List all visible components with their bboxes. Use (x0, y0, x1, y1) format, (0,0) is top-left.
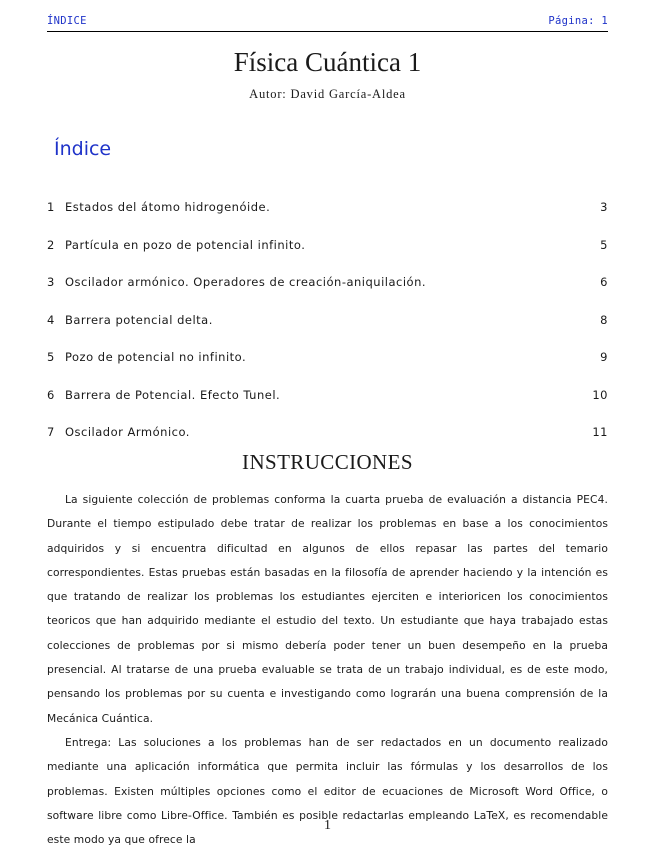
toc-entry[interactable] (47, 234, 608, 272)
header-page-label: Página: 1 (548, 15, 608, 27)
toc-entry-title[interactable]: Partícula en pozo de potencial infinito. (65, 237, 306, 252)
toc-entry[interactable] (47, 384, 608, 422)
toc-entry-page[interactable]: 10 (592, 387, 608, 402)
instructions-body (47, 488, 608, 852)
table-of-contents (47, 196, 608, 459)
toc-entry-title[interactable]: Estados del átomo hidrogenóide. (65, 200, 271, 214)
toc-entry-number: 7 (47, 425, 55, 439)
running-header (47, 15, 608, 31)
toc-entry-title[interactable]: Barrera potencial delta. (65, 312, 213, 327)
page-number: 1 (324, 818, 331, 833)
toc-entry-title[interactable]: Pozo de potencial no infinito. (65, 350, 247, 364)
toc-entry-number: 4 (47, 312, 55, 327)
toc-entry-title[interactable]: Oscilador armónico. Operadores de creación-aniquilación. (65, 275, 427, 289)
header-rule (47, 31, 608, 32)
toc-entry-title[interactable]: Barrera de Potencial. Efecto Tunel. (65, 387, 281, 402)
instructions-paragraph: La siguiente colección de problemas conforma la cuarta prueba de evaluación a distancia PEC4. Durante el tiempo estipulado debe tratar de realizar los problemas en base a los conocimientos adquiridos y si encuentra dificultad en algunos de ellos repasar las partes del temario correspondientes. Estas pruebas están basadas en la filosofía de aprender haciendo y la intención es que tratando de realizar los problemas los estudiantes ejerciten e interioricen los conocimientos teoricos que han adquirido mediante el estudio del texto. Un estudiante que haya trabajado estas colecciones de problemas por si mismo debería poder tener un buen desempeño en la prueba presencial. Al tratarse de una prueba evaluable se trata de un trabajo individual, es de este modo, pensando los problemas por su cuenta e investigando como lograrán una buena comprensión de la Mecánica Cuántica. (47, 493, 608, 725)
toc-entry[interactable] (47, 196, 608, 234)
instructions-paragraph: Entrega: Las soluciones a los problemas han de ser redactados en un documento realizado mediante una aplicación informática que permita incluir las fórmulas y los desarrollos de los problemas. Existen múltiples opciones como el editor de ecuaciones de Microsoft Word Office, o software libre como Libre-Office. También es posible redactarlas empleando LaTeX, es recomendable este modo ya que ofrece la (47, 735, 608, 847)
toc-entry-title[interactable]: Oscilador Armónico. (65, 425, 190, 439)
toc-entry[interactable] (47, 309, 608, 347)
toc-entry-page[interactable]: 3 (600, 200, 608, 214)
instructions-heading: INSTRUCCIONES (242, 450, 413, 474)
toc-entry-number: 1 (47, 200, 55, 214)
document-author: Autor: David García-Aldea (249, 87, 406, 101)
toc-entry[interactable] (47, 346, 608, 384)
toc-entry-page[interactable]: 11 (592, 425, 608, 439)
toc-heading: Índice (54, 138, 112, 160)
toc-entry-number: 6 (47, 387, 55, 402)
toc-entry-number: 2 (47, 237, 55, 252)
toc-entry-page[interactable]: 6 (600, 275, 608, 289)
toc-entry-number: 3 (47, 275, 55, 289)
document-title: Física Cuántica 1 (233, 47, 422, 77)
toc-entry-page[interactable]: 9 (600, 350, 608, 364)
toc-entry-page[interactable]: 5 (600, 237, 608, 252)
toc-entry-number: 5 (47, 350, 55, 364)
header-section-title: ÍNDICE (47, 15, 87, 27)
toc-entry[interactable] (47, 271, 608, 309)
toc-entry-page[interactable]: 8 (600, 312, 608, 327)
